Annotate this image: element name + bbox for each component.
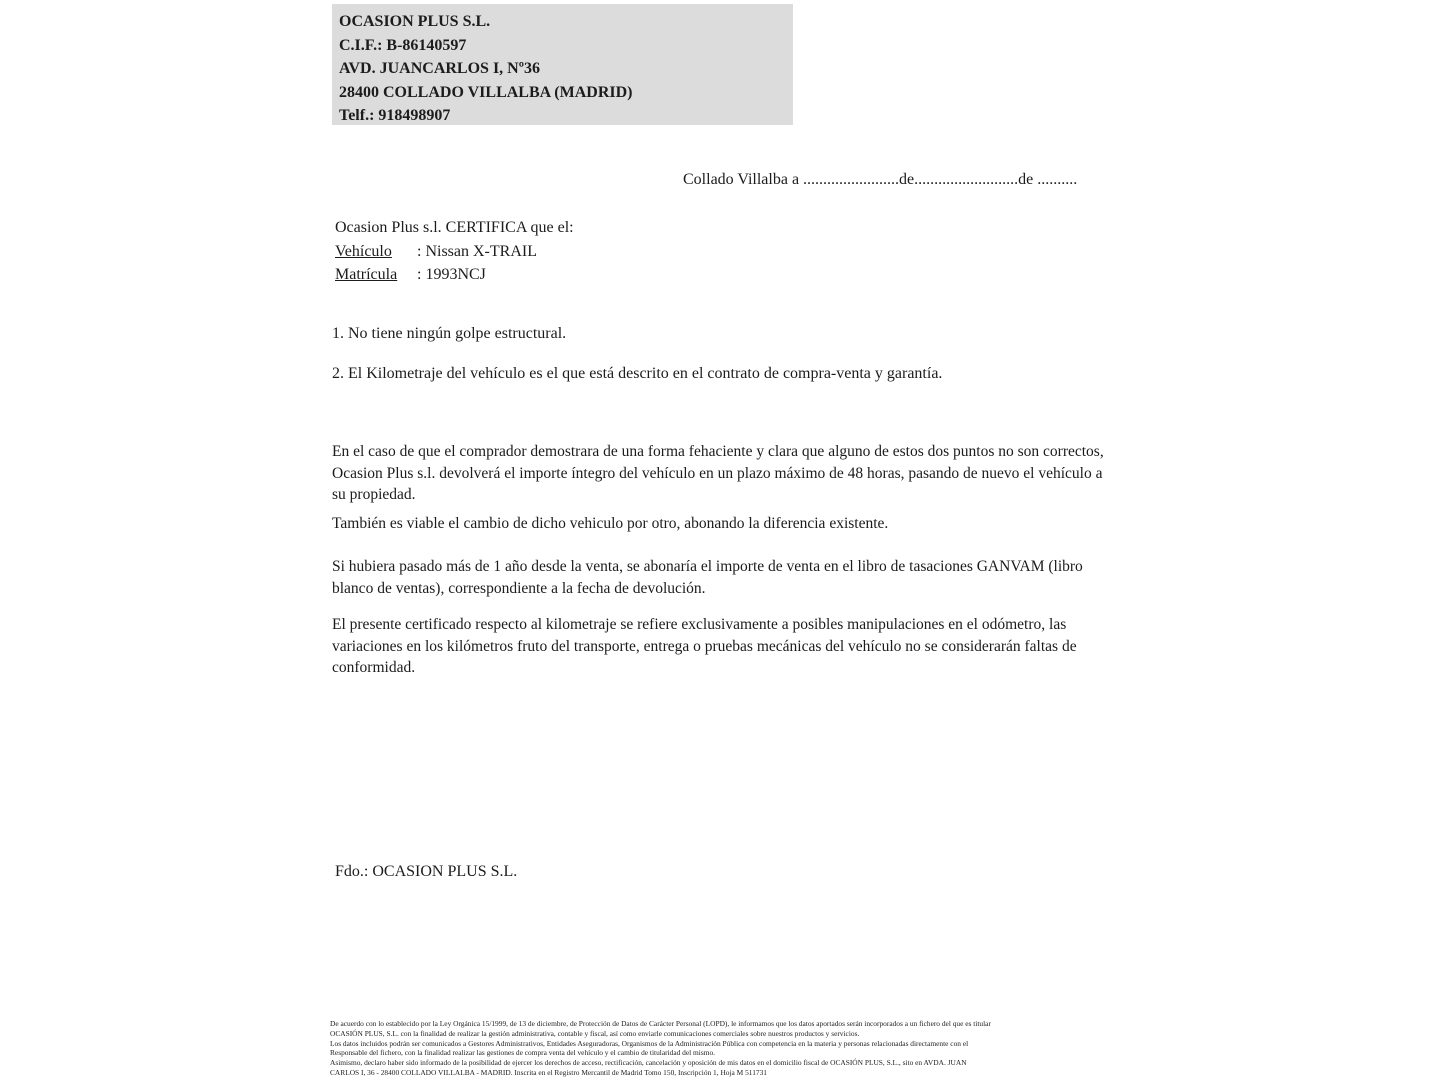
- paragraph-refund: En el caso de que el comprador demostrara de una forma fehaciente y clara que alguno de estos dos puntos no son correctos, Ocasion Plus s.l. devolverá el importe íntegro del vehículo en un plazo máximo de 48 horas, pasando de nuevo el vehículo a su propiedad.: [332, 443, 1104, 503]
- legal-footer-line: De acuerdo con lo establecido por la Ley Orgánica 15/1999, de 13 de diciembre, de Protección de Datos de Carácter Personal (LOPD), le informamos que los datos aportados serán incorporados a un fichero del que es titular: [330, 1019, 991, 1028]
- plate-label: Matrícula: [335, 266, 398, 283]
- legal-footer: [330, 1019, 1120, 1078]
- paragraph-ganvam: Si hubiera pasado más de 1 año desde la venta, se abonaría el importe de venta en el libro de tasaciones GANVAM (libro blanco de ventas), correspondiente a la fecha de devolución.: [332, 558, 1083, 597]
- plate-label-wrap: [335, 263, 417, 287]
- paragraph-exchange: También es viable el cambio de dicho vehiculo por otro, abonando la diferencia existente.: [332, 515, 889, 532]
- point-2: 2. El Kilometraje del vehículo es el que está descrito en el contrato de compra-venta y garantía.: [332, 365, 943, 382]
- legal-footer-line: OCASIÓN PLUS, S.L. con la finalidad de realizar la gestión administrativa, contable y fiscal, así como enviarle comunicaciones comerciales sobre nuestros productos y servicios.: [330, 1028, 860, 1038]
- company-header-box: [332, 4, 793, 125]
- legal-footer-line: Responsable del fichero, con la finalidad realizar las gestiones de compra venta del vehículo y el cambio de titularidad del mismo.: [330, 1048, 716, 1058]
- paragraph-odometer: El presente certificado respecto al kilometraje se refiere exclusivamente a posibles manipulaciones en el odómetro, las variaciones en los kilómetros fruto del transporte, entrega o pruebas mecánicas del vehículo no se considerarán faltas de conformidad.: [332, 616, 1077, 676]
- plate-value: : 1993NCJ: [417, 266, 486, 283]
- company-cif: C.I.F.: B-86140597: [339, 36, 467, 54]
- vehicle-field: [335, 240, 574, 264]
- vehicle-value: : Nissan X-TRAIL: [417, 242, 537, 260]
- certifica-intro: Ocasion Plus s.l. CERTIFICA que el:: [335, 219, 574, 236]
- company-phone: Telf.: 918498907: [339, 107, 451, 124]
- company-name: OCASION PLUS S.L.: [339, 13, 491, 30]
- vehicle-label-wrap: [335, 240, 417, 264]
- company-city: 28400 COLLADO VILLALBA (MADRID): [339, 83, 633, 101]
- signature-line: Fdo.: OCASION PLUS S.L.: [335, 863, 518, 880]
- plate-field: [335, 263, 574, 287]
- legal-footer-line: Los datos incluidos podrán ser comunicados a Gestores Administrativos, Entidades Aseguradoras, Organismos de la Administración Pública con competencia en la materia y personas relacionadas directamente con el: [330, 1038, 969, 1048]
- legal-footer-line: Asimismo, declaro haber sido informado de la posibilidad de ejercer los derechos de acceso, rectificación, cancelación y oposición de mis datos en el domicilio fiscal de OCASIÓN PLUS, S.L., sito en AVDA. JUAN: [330, 1058, 967, 1068]
- company-address: AVD. JUANCARLOS I, Nº36: [339, 60, 541, 77]
- date-line: Collado Villalba a ........................de..........................de ..........: [683, 171, 1078, 188]
- certification-block: [335, 216, 574, 287]
- legal-footer-line: CARLOS I, 36 - 28400 COLLADO VILLALBA - MADRID. Inscrita en el Registro Mercantil de Madrid Tomo 150, Inscripción 1, Hoja M 511731: [330, 1067, 767, 1077]
- vehicle-label: Vehículo: [335, 242, 392, 260]
- point-1: 1. No tiene ningún golpe estructural.: [332, 325, 567, 342]
